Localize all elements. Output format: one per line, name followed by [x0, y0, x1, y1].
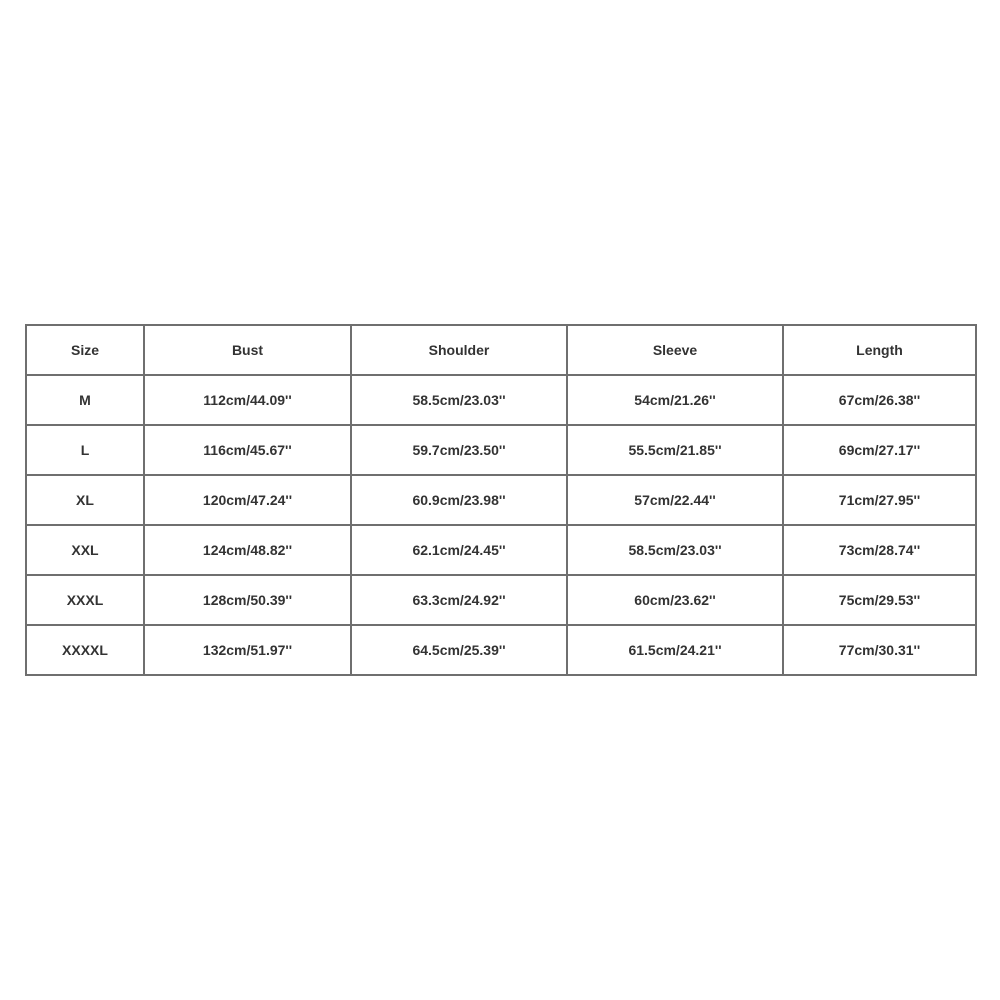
shoulder-cell: 58.5cm/23.03''	[351, 375, 567, 425]
table-row	[26, 525, 976, 575]
length-cell: 77cm/30.31''	[783, 625, 976, 675]
bust-cell: 128cm/50.39''	[144, 575, 351, 625]
size-chart-table	[25, 324, 977, 676]
shoulder-cell: 63.3cm/24.92''	[351, 575, 567, 625]
bust-cell: 116cm/45.67''	[144, 425, 351, 475]
sleeve-cell: 61.5cm/24.21''	[567, 625, 783, 675]
header-shoulder: Shoulder	[351, 325, 567, 375]
header-row	[26, 325, 976, 375]
table-row	[26, 575, 976, 625]
size-cell: XL	[26, 475, 144, 525]
size-cell: XXXXL	[26, 625, 144, 675]
header-length: Length	[783, 325, 976, 375]
size-chart-header	[26, 325, 976, 375]
bust-cell: 112cm/44.09''	[144, 375, 351, 425]
size-cell: XXL	[26, 525, 144, 575]
header-bust: Bust	[144, 325, 351, 375]
size-cell: L	[26, 425, 144, 475]
sleeve-cell: 54cm/21.26''	[567, 375, 783, 425]
size-cell: M	[26, 375, 144, 425]
sleeve-cell: 57cm/22.44''	[567, 475, 783, 525]
header-sleeve: Sleeve	[567, 325, 783, 375]
header-size: Size	[26, 325, 144, 375]
shoulder-cell: 60.9cm/23.98''	[351, 475, 567, 525]
table-row	[26, 425, 976, 475]
length-cell: 75cm/29.53''	[783, 575, 976, 625]
length-cell: 69cm/27.17''	[783, 425, 976, 475]
length-cell: 67cm/26.38''	[783, 375, 976, 425]
bust-cell: 120cm/47.24''	[144, 475, 351, 525]
length-cell: 71cm/27.95''	[783, 475, 976, 525]
bust-cell: 132cm/51.97''	[144, 625, 351, 675]
shoulder-cell: 64.5cm/25.39''	[351, 625, 567, 675]
bust-cell: 124cm/48.82''	[144, 525, 351, 575]
table-row	[26, 625, 976, 675]
shoulder-cell: 59.7cm/23.50''	[351, 425, 567, 475]
sleeve-cell: 60cm/23.62''	[567, 575, 783, 625]
size-cell: XXXL	[26, 575, 144, 625]
sleeve-cell: 58.5cm/23.03''	[567, 525, 783, 575]
size-chart-body	[26, 375, 976, 675]
table-row	[26, 375, 976, 425]
table-row	[26, 475, 976, 525]
sleeve-cell: 55.5cm/21.85''	[567, 425, 783, 475]
length-cell: 73cm/28.74''	[783, 525, 976, 575]
shoulder-cell: 62.1cm/24.45''	[351, 525, 567, 575]
